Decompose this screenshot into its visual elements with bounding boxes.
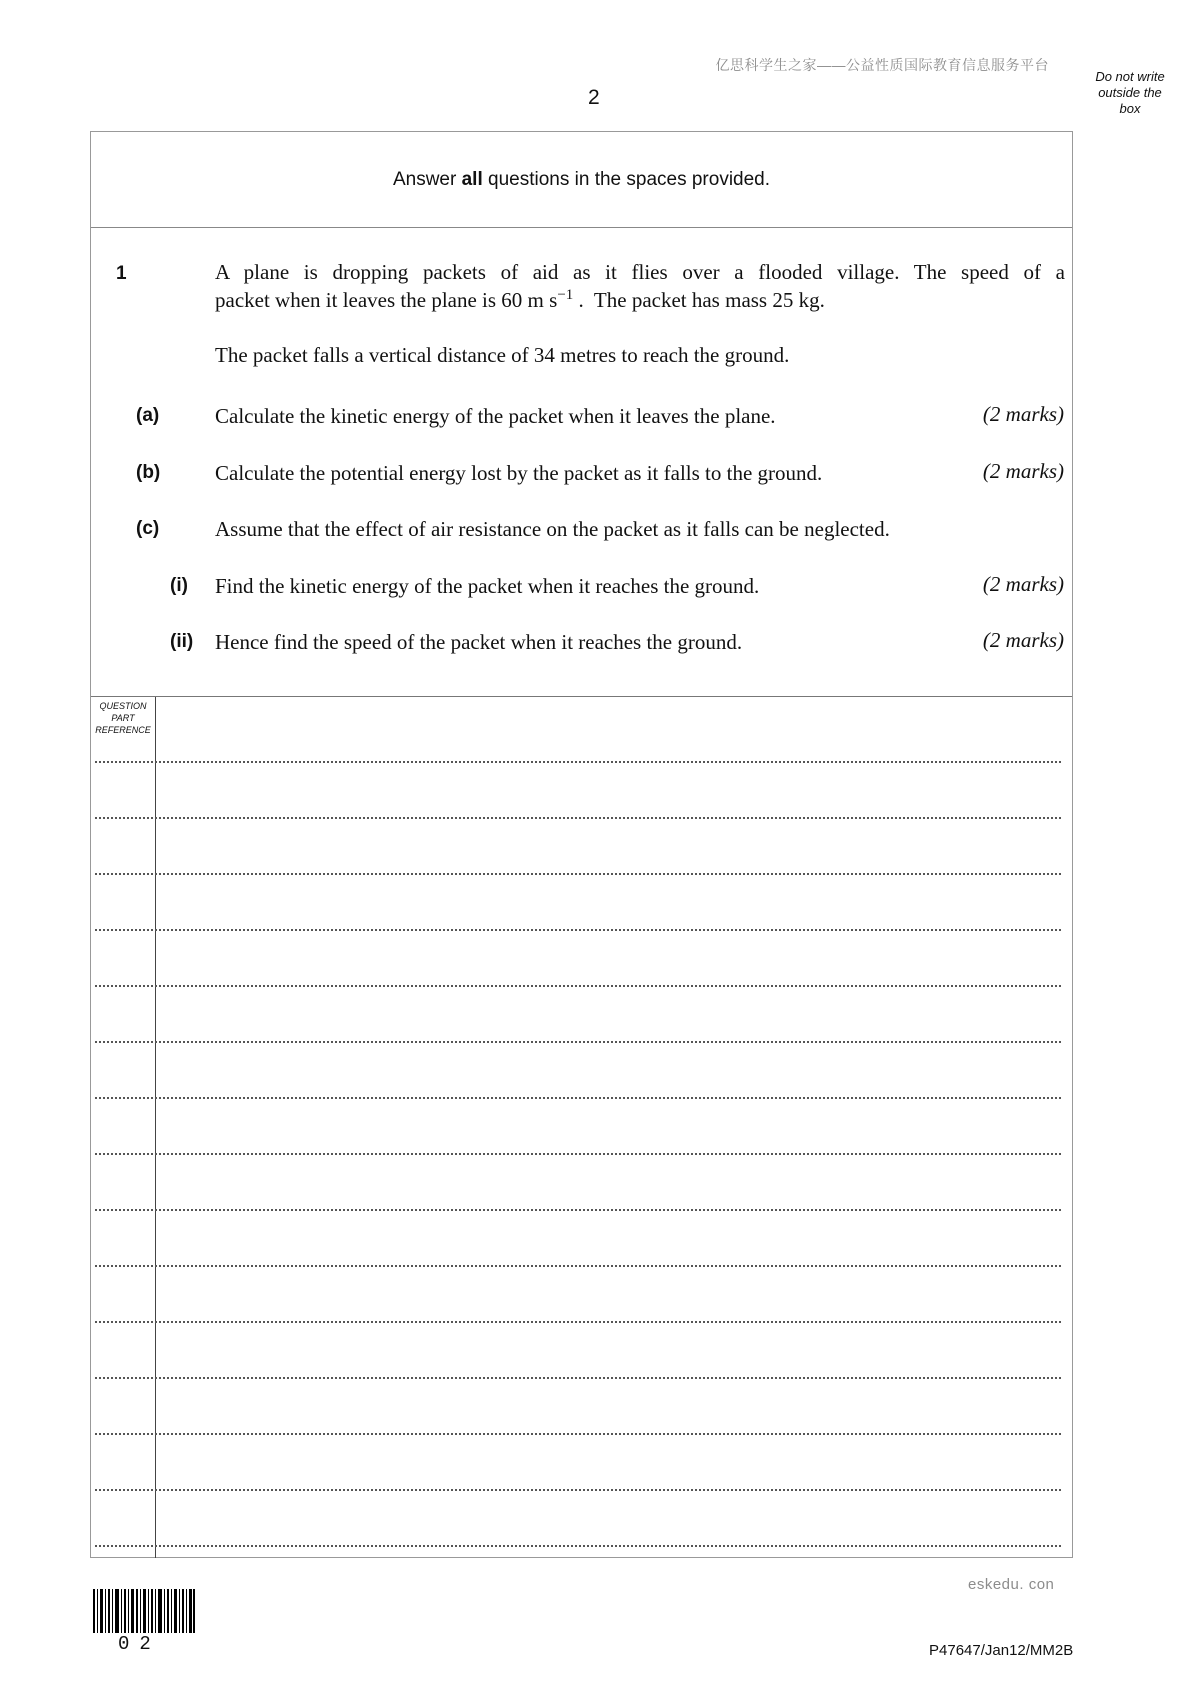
answer-area[interactable] bbox=[91, 696, 1072, 1557]
question-stem-para2: The packet falls a vertical distance of 34 metres to reach the ground. bbox=[215, 343, 790, 367]
ref-label-line: REFERENCE bbox=[95, 725, 151, 735]
part-text-a: Calculate the kinetic energy of the packet when it leaves the plane. bbox=[215, 404, 776, 428]
margin-note-line: Do not write bbox=[1095, 69, 1165, 84]
margin-note-line: outside the bbox=[1098, 85, 1162, 100]
part-marks-b: (2 marks) bbox=[982, 459, 1064, 483]
stem-line2-text: packet when it leaves the plane is 60 m s bbox=[215, 288, 558, 312]
answer-line[interactable] bbox=[95, 985, 1061, 987]
answer-line[interactable] bbox=[95, 1321, 1061, 1323]
answer-line[interactable] bbox=[95, 1209, 1061, 1211]
answer-line[interactable] bbox=[95, 761, 1061, 763]
part-marks-c-ii: (2 marks) bbox=[982, 628, 1064, 652]
part-label-c-ii: (ii) bbox=[170, 631, 194, 652]
question-number: 1 bbox=[116, 263, 127, 284]
part-label-b: (b) bbox=[136, 462, 161, 483]
reference-column-divider bbox=[155, 697, 156, 1558]
instruction-text-before: Answer bbox=[392, 168, 462, 190]
watermark-top: 亿思科学生之家——公益性质国际教育信息服务平台 bbox=[715, 57, 1049, 73]
barcode-number: 02 bbox=[118, 1633, 161, 1655]
answer-line[interactable] bbox=[95, 1377, 1061, 1379]
part-label-a: (a) bbox=[136, 405, 160, 426]
answer-line[interactable] bbox=[95, 1097, 1061, 1099]
question-part-reference-label bbox=[91, 700, 155, 736]
instruction-bold: all bbox=[461, 168, 483, 190]
part-marks-a: (2 marks) bbox=[982, 402, 1064, 426]
question-stem-line1: A plane is dropping packets of aid as it flies over a flooded village. The speed of a bbox=[215, 260, 1065, 284]
watermark-bottom: eskedu. con bbox=[968, 1576, 1055, 1593]
answer-line[interactable] bbox=[95, 1545, 1061, 1547]
instruction bbox=[91, 132, 1072, 228]
answer-line[interactable] bbox=[95, 1265, 1061, 1267]
answer-line[interactable] bbox=[95, 929, 1061, 931]
part-label-c: (c) bbox=[136, 518, 160, 539]
question-box bbox=[90, 131, 1073, 1558]
instruction-text-after: questions in the spaces provided. bbox=[482, 168, 771, 190]
answer-line[interactable] bbox=[95, 817, 1061, 819]
part-label-c-i: (i) bbox=[170, 575, 188, 596]
part-marks-c-i: (2 marks) bbox=[982, 572, 1064, 596]
answer-line[interactable] bbox=[95, 873, 1061, 875]
answer-line[interactable] bbox=[95, 1433, 1061, 1435]
question-stem-line2 bbox=[215, 286, 1065, 314]
stem-line2-text-end: . The packet has mass 25 kg. bbox=[573, 288, 825, 312]
question-stem bbox=[215, 258, 1065, 314]
part-text-c-ii: Hence find the speed of the packet when it reaches the ground. bbox=[215, 630, 743, 654]
part-text-c-i: Find the kinetic energy of the packet when it reaches the ground. bbox=[215, 574, 760, 598]
barcode-icon bbox=[93, 1589, 195, 1633]
part-text-c: Assume that the effect of air resistance on the packet as it falls can be neglected. bbox=[215, 517, 890, 541]
stem-line2-superscript: −1 bbox=[557, 287, 574, 303]
ref-label-line: PART bbox=[111, 713, 135, 723]
ref-label-line: QUESTION bbox=[99, 701, 147, 711]
margin-note bbox=[1082, 69, 1178, 117]
reference-code: P47647/Jan12/MM2B bbox=[929, 1642, 1074, 1659]
answer-line[interactable] bbox=[95, 1041, 1061, 1043]
page-number: 2 bbox=[588, 86, 600, 109]
part-text-b: Calculate the potential energy lost by the packet as it falls to the ground. bbox=[215, 461, 823, 485]
answer-line[interactable] bbox=[95, 1153, 1061, 1155]
margin-note-line: box bbox=[1119, 101, 1141, 116]
answer-line[interactable] bbox=[95, 1489, 1061, 1491]
